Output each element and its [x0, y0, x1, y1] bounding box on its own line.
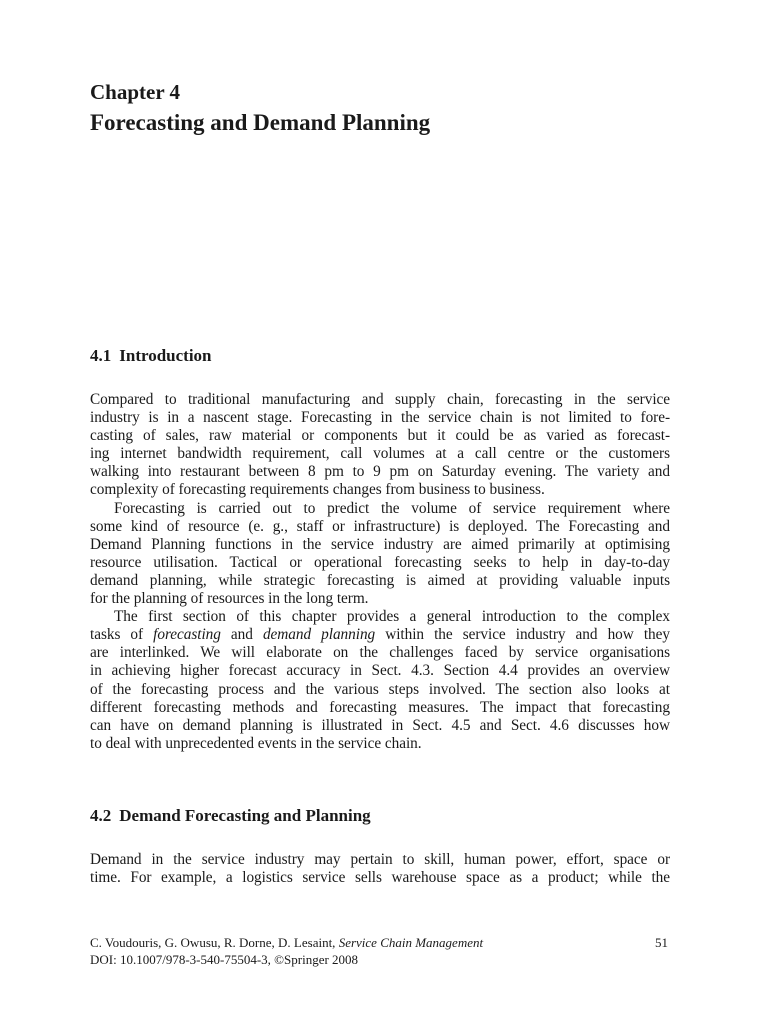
text-line: time. For example, a logistics service sells warehouse space as a product; while the [90, 869, 670, 887]
chapter-label: Chapter 4 [90, 80, 181, 104]
paragraph [90, 500, 670, 609]
page-number: 51 [655, 935, 668, 950]
text-line: some kind of resource (e. g., staff or infrastructure) is deployed. The Forecasting and [90, 517, 670, 535]
text-line: Compared to traditional manufacturing and supply chain, forecasting in the service [90, 391, 670, 408]
text-fragment: within the service industry and how they [375, 626, 670, 644]
footer-book-title: Service Chain Management [338, 935, 484, 950]
text-line: casting of sales, raw material or components but it could be as varied as forecast- [90, 427, 670, 445]
text-line: industry is in a nascent stage. Forecasting in the service chain is not limited to fore- [90, 409, 670, 427]
text-line-with-emphasis [90, 626, 670, 644]
paragraph [90, 391, 670, 500]
text-line: different forecasting methods and forecasting measures. The impact that forecasting [90, 698, 670, 716]
section-introduction-body [90, 391, 670, 753]
page-footer [90, 934, 670, 968]
footer-authors: C. Voudouris, G. Owusu, R. Dorne, D. Lesaint, [90, 935, 339, 950]
section-demand-forecasting-body [90, 851, 670, 887]
section-number: 4.2 [90, 806, 112, 825]
text-line: ing internet bandwidth requirement, call volumes at a call centre or the customers [90, 445, 670, 463]
text-line: can have on demand planning is illustrated in Sect. 4.5 and Sect. 4.6 discusses how [90, 716, 670, 734]
text-line: are interlinked. We will elaborate on the challenges faced by service organisations [90, 644, 670, 662]
section-heading-demand-forecasting [90, 805, 371, 827]
text-line: in achieving higher forecast accuracy in Sect. 4.3. Section 4.4 provides an overview [90, 662, 670, 680]
text-fragment: tasks of [90, 626, 154, 644]
paragraph [90, 608, 670, 753]
footer-citation [90, 934, 670, 951]
chapter-title: Forecasting and Demand Planning [90, 110, 431, 135]
emphasis-forecasting: forecasting [153, 626, 221, 644]
text-line: The first section of this chapter provides a general introduction to the complex [114, 608, 670, 626]
text-line: for the planning of resources in the long term. [90, 590, 369, 608]
text-line: Demand Planning functions in the service industry are aimed primarily at optimising [90, 535, 670, 553]
section-heading-introduction [90, 345, 212, 367]
footer-doi: DOI: 10.1007/978-3-540-75504-3, ©Springer 2008 [90, 952, 359, 967]
text-line: to deal with unprecedented events in the service chain. [90, 734, 422, 752]
paragraph [90, 851, 670, 887]
text-line: complexity of forecasting requirements changes from business to business. [90, 481, 545, 499]
text-line: of the forecasting process and the various steps involved. The section also looks at [90, 680, 670, 698]
text-fragment: and [220, 626, 263, 644]
section-title: Demand Forecasting and Planning [119, 806, 371, 825]
section-title: Introduction [119, 346, 212, 365]
text-line: resource utilisation. Tactical or operational forecasting seeks to help in day-to-day [90, 553, 670, 571]
text-line: walking into restaurant between 8 pm to 9 pm on Saturday evening. The variety and [90, 463, 670, 481]
text-line: Forecasting is carried out to predict the volume of service requirement where [114, 499, 670, 517]
text-line: Demand in the service industry may pertain to skill, human power, effort, space or [90, 851, 670, 868]
text-line: demand planning, while strategic forecasting is aimed at providing valuable inputs [90, 571, 670, 589]
emphasis-demand-planning: demand planning [262, 626, 376, 644]
section-number: 4.1 [90, 346, 112, 365]
